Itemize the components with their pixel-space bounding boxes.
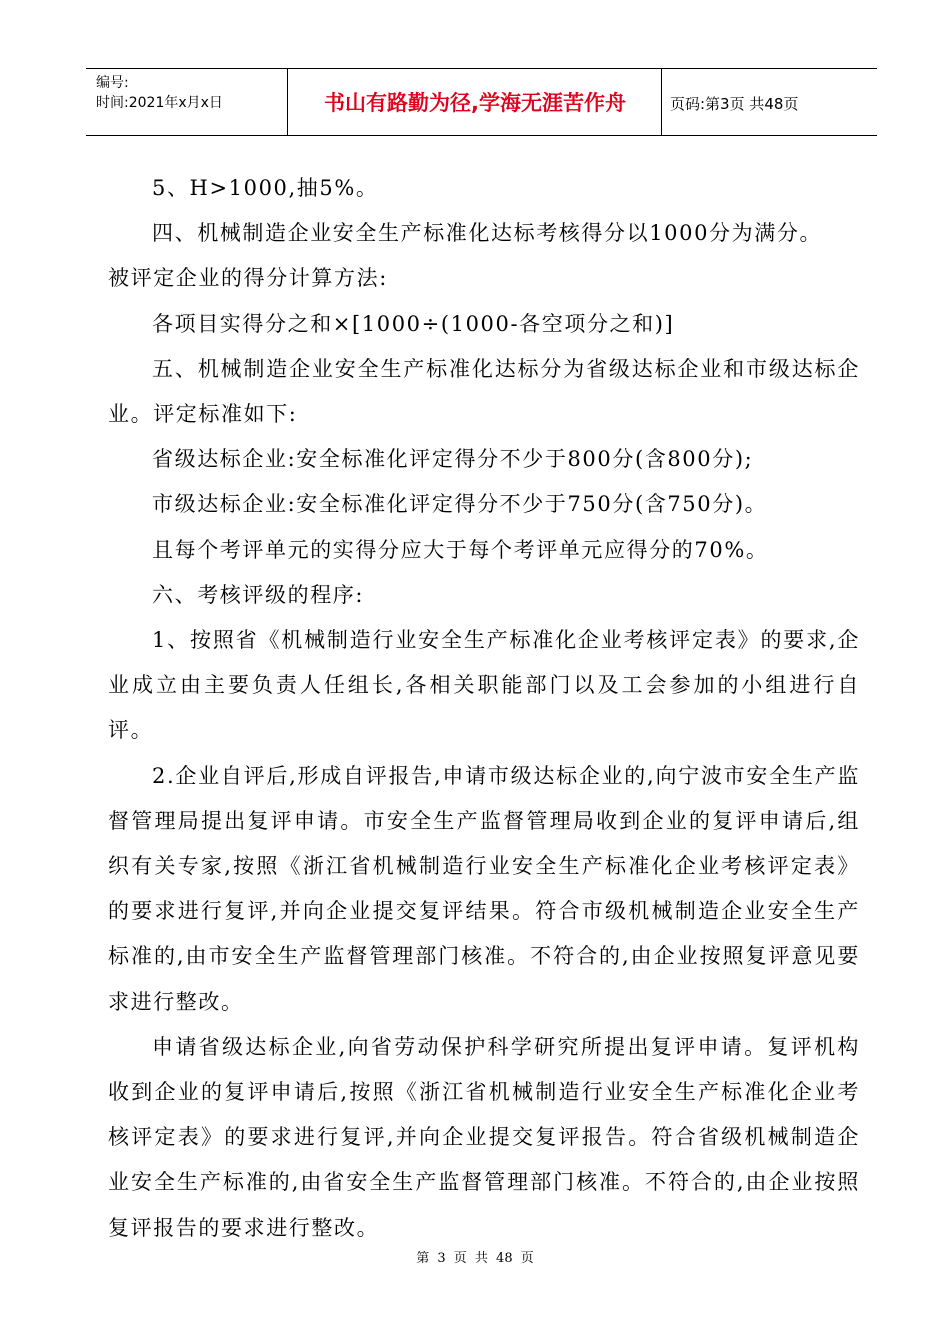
paragraph: 市级达标企业:安全标准化评定得分不少于750分(含750分)。 [152,492,768,517]
paragraph: 被评定企业的得分计算方法: [108,266,388,291]
header-page-info: 页码:第3页 共48页 [670,95,799,113]
header-meta [96,73,296,113]
header-divider [287,69,288,135]
document-body [108,166,860,1251]
paragraph: 5、H>1000,抽5%。 [152,176,379,200]
paragraph: 五、机械制造企业安全生产标准化达标分为省级达标企业和市级达标企业。评定标准如下: [108,356,860,427]
paragraph: 且每个考评单元的实得分应大于每个考评单元应得分的70%。 [152,537,769,562]
time-label: 时间:2021年x月x日 [96,95,223,111]
paragraph: 2.企业自评后,形成自评报告,申请市级达标企业的,向宁波市安全生产监督管理局提出复评申请。市安全生产监督管理局收到企业的复评申请后,组织有关专家,按照《浙江省机械制造行业安全生产标准化企业考核评定表》的要求进行复评,并向企业提交复评结果。符合市级机械制造企业安全生产标准的,由市安全生产监督管理部门核准。不符合的,由企业按照复评意见要求进行整改。 [108,763,860,1014]
paragraph: 申请省级达标企业,向省劳动保护科学研究所提出复评申请。复评机构收到企业的复评申请后,按照《浙江省机械制造行业安全生产标准化企业考核评定表》的要求进行复评,并向企业提交复评报告。符合省级机械制造企业安全生产标准的,由省安全生产监督管理部门核准。不符合的,由企业按照复评报告的要求进行整改。 [108,1034,860,1240]
page-header [86,68,877,136]
paragraph: 四、机械制造企业安全生产标准化达标考核得分以1000分为满分。 [152,221,823,246]
header-motto: 书山有路勤为径,学海无涯苦作舟 [324,91,626,115]
paragraph: 六、考核评级的程序: [152,582,365,607]
number-label: 编号: [96,75,129,91]
page-footer: 第 3 页 共 48 页 [416,1251,534,1266]
paragraph: 1、按照省《机械制造行业安全生产标准化企业考核评定表》的要求,企业成立由主要负责人任组长,各相关职能部门以及工会参加的小组进行自评。 [108,628,860,743]
header-divider [661,69,662,135]
formula-line: 各项目实得分之和×[1000÷(1000-各空项分之和)] [152,311,675,336]
paragraph: 省级达标企业:安全标准化评定得分不少于800分(含800分); [152,447,754,472]
